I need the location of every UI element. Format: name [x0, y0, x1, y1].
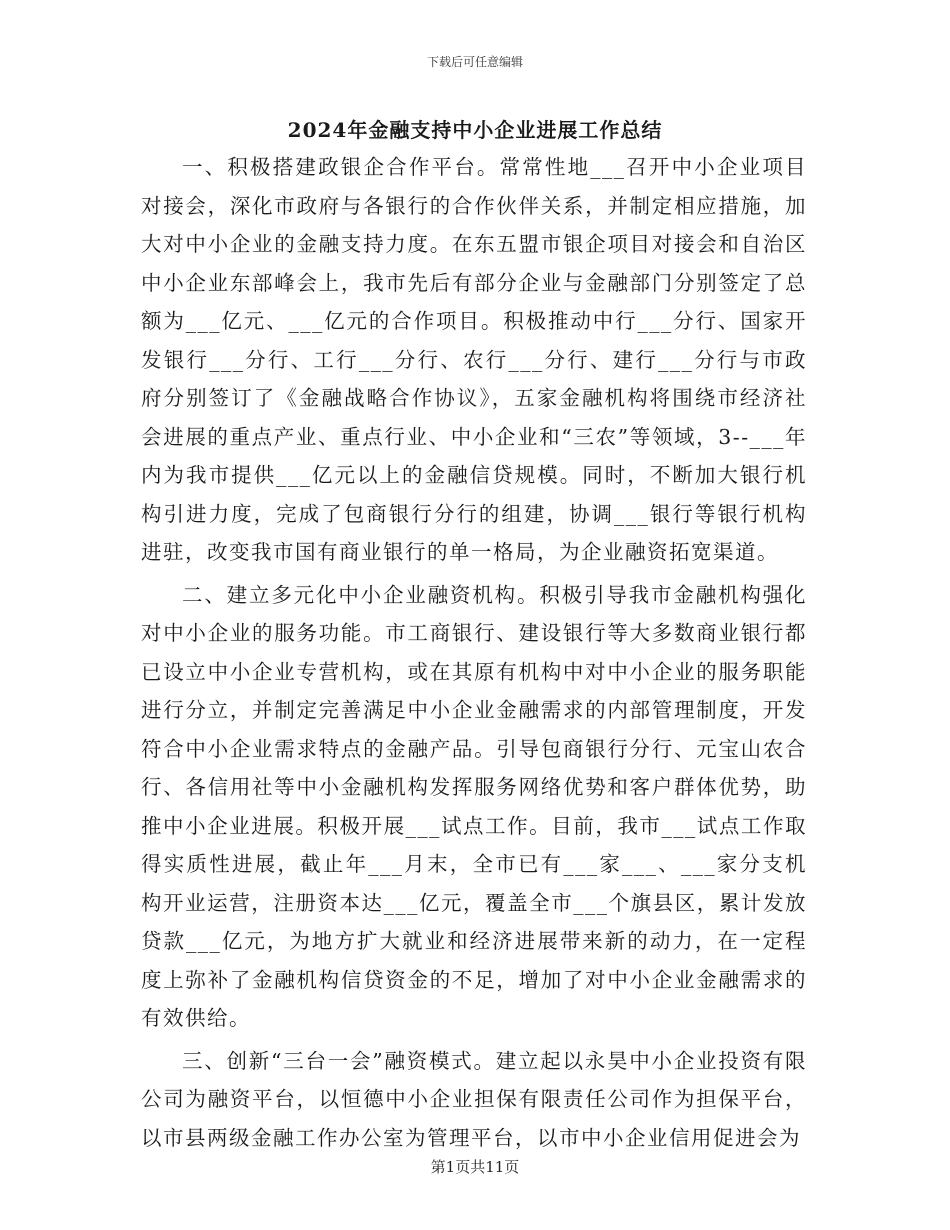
paragraph-1: 一、积极搭建政银企合作平台。常常性地___召开中小企业项目对接会，深化市政府与各银行的合作伙伴关系，并制定相应措施，加大对中小企业的金融支持力度。在东五盟市银企项目对接会和自治区中小企业东部峰会上，我市先后有部分企业与金融部门分别签定了总额为___亿元、___亿元的合作项目。积极推动中行___分行、国家开发银行___分行、工行___分行、农行___分行、建行___分行与市政府分别签订了《金融战略合作协议》，五家金融机构将围绕市经济社会进展的重点产业、重点行业、中小企业和“三农”等领域，3--___年内为我市提供___亿元以上的金融信贷规模。同时，不断加大银行机构引进力度，完成了包商银行分行的组建，协调___银行等银行机构进驻，改变我市国有商业银行的单一格局，为企业融资拓宽渠道。 [141, 155, 807, 564]
paragraph-2: 二、建立多元化中小企业融资机构。积极引导我市金融机构强化对中小企业的服务功能。市工商银行、建设银行等大多数商业银行都已设立中小企业专营机构，或在其原有机构中对中小企业的服务职能进行分立，并制定完善满足中小企业金融需求的内部管理制度，开发符合中小企业需求特点的金融产品。引导包商银行分行、元宝山农合行、各信用社等中小金融机构发挥服务网络优势和客户群体优势，助推中小企业进展。积极开展___试点工作。目前，我市___试点工作取得实质性进展，截止年___月末，全市已有___家___、___家分支机构开业运营，注册资本达___亿元，覆盖全市___个旗县区，累计发放贷款___亿元，为地方扩大就业和经济进展带来新的动力，在一定程度上弥补了金融机构信贷资金的不足，增加了对中小企业金融需求的有效供给。 [141, 582, 807, 1030]
page-number: 第1页共11页 [430, 1158, 520, 1176]
document-title: 2024年金融支持中小企业进展工作总结 [287, 118, 663, 142]
paragraph-3: 三、创新“三台一会”融资模式。建立起以永昊中小企业投资有限公司为融资平台，以恒德中小企业担保有限责任公司作为担保平台，以市县两级金融工作办公室为管理平台，以市中小企业信用促进会为 [141, 1048, 807, 1150]
document-body [141, 148, 807, 1157]
page-header-note: 下载后可任意编辑 [426, 55, 523, 69]
